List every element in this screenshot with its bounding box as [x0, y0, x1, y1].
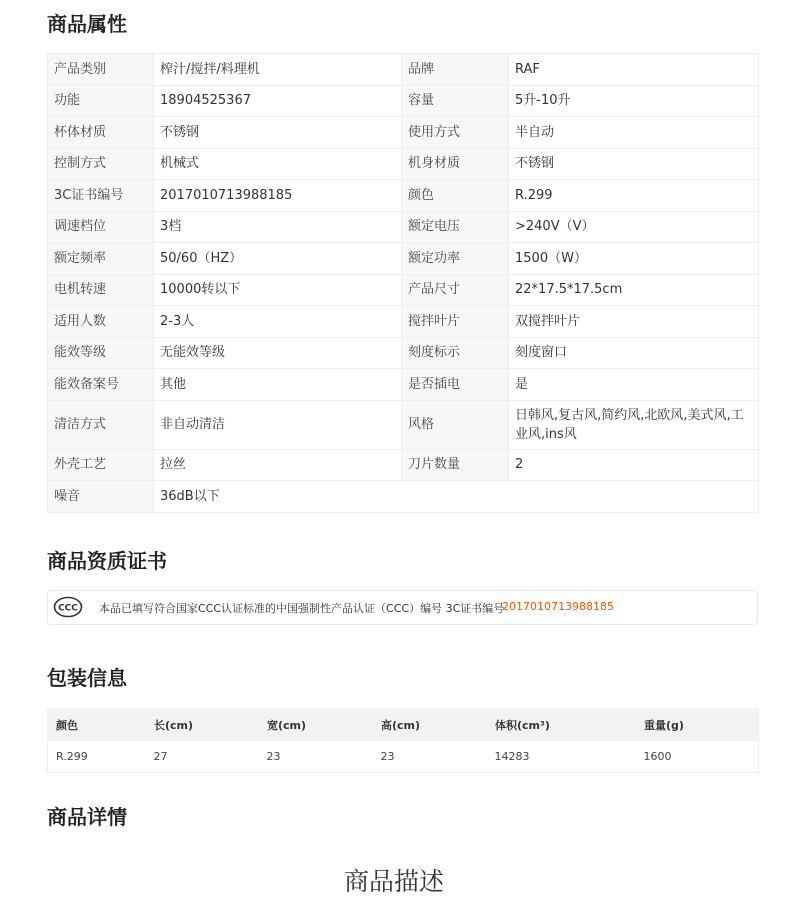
certificate-title: 商品资质证书	[47, 549, 167, 573]
attributes-title: 商品属性	[47, 12, 127, 36]
attribute-value: 3档	[154, 211, 402, 243]
attribute-value: 2-3人	[154, 306, 402, 338]
attribute-value: 36dB以下	[154, 481, 759, 513]
attribute-key: 清洁方式	[48, 400, 154, 449]
package-table	[47, 708, 759, 773]
attribute-key: 噪音	[48, 481, 154, 513]
attribute-key: 额定电压	[402, 211, 509, 243]
attribute-value: 50/60（HZ）	[154, 243, 402, 275]
attribute-key: 品牌	[402, 54, 509, 86]
attribute-value: >240V（V）	[509, 211, 759, 243]
package-column-header: 重量(g)	[636, 709, 759, 741]
attribute-key: 颜色	[402, 180, 509, 212]
attribute-value: 机械式	[154, 148, 402, 180]
attribute-row	[48, 211, 759, 243]
certificate-text: 本品已填写符合国家CCC认证标准的中国强制性产品认证（CCC）编号 3C证书编号	[99, 602, 505, 615]
attribute-value: RAF	[509, 54, 759, 86]
attribute-row	[48, 243, 759, 275]
attribute-value: 是	[509, 369, 759, 401]
package-column-header: 体积(cm³)	[487, 709, 636, 741]
attribute-key: 能效备案号	[48, 369, 154, 401]
attributes-table	[47, 53, 759, 513]
attribute-key: 电机转速	[48, 274, 154, 306]
ccc-mark-icon	[53, 596, 83, 621]
attribute-value: 不锈钢	[509, 148, 759, 180]
table-row	[48, 741, 759, 773]
attribute-key: 额定功率	[402, 243, 509, 275]
attribute-key: 额定频率	[48, 243, 154, 275]
description-heading: 商品描述	[343, 867, 444, 896]
attribute-row	[48, 337, 759, 369]
attribute-row	[48, 148, 759, 180]
attribute-value: 5升-10升	[509, 85, 759, 117]
attribute-row	[48, 85, 759, 117]
attribute-row	[48, 180, 759, 212]
attribute-key: 杯体材质	[48, 117, 154, 149]
attribute-value: 非自动清洁	[154, 400, 402, 449]
attribute-row	[48, 400, 759, 449]
attribute-key: 控制方式	[48, 148, 154, 180]
attribute-value: 无能效等级	[154, 337, 402, 369]
attribute-row	[48, 369, 759, 401]
attribute-value: 1500（W）	[509, 243, 759, 275]
attribute-key: 机身材质	[402, 148, 509, 180]
attribute-value: 刻度窗口	[509, 337, 759, 369]
attribute-key: 产品尺寸	[402, 274, 509, 306]
attribute-key: 使用方式	[402, 117, 509, 149]
package-cell: 1600	[636, 741, 759, 773]
attribute-value: 双搅拌叶片	[509, 306, 759, 338]
attribute-key: 刻度标示	[402, 337, 509, 369]
attribute-key: 是否插电	[402, 369, 509, 401]
package-cell: 23	[259, 741, 373, 773]
attribute-row	[48, 274, 759, 306]
attribute-key: 能效等级	[48, 337, 154, 369]
package-column-header: 颜色	[48, 709, 146, 741]
attribute-value: 榨汁/搅拌/料理机	[154, 54, 402, 86]
attribute-key: 调速档位	[48, 211, 154, 243]
attribute-value: 18904525367	[154, 85, 402, 117]
package-cell: R.299	[48, 741, 146, 773]
attribute-key: 刀片数量	[402, 449, 509, 481]
package-column-header: 长(cm)	[146, 709, 259, 741]
package-title: 包装信息	[47, 666, 127, 690]
attribute-key: 产品类别	[48, 54, 154, 86]
attribute-value: 不锈钢	[154, 117, 402, 149]
attribute-key: 搅拌叶片	[402, 306, 509, 338]
attribute-key: 外壳工艺	[48, 449, 154, 481]
attribute-value: 22*17.5*17.5cm	[509, 274, 759, 306]
attribute-key: 适用人数	[48, 306, 154, 338]
attribute-value: 2	[509, 449, 759, 481]
attribute-value: 半自动	[509, 117, 759, 149]
package-cell: 23	[373, 741, 487, 773]
attribute-value: 日韩风,复古风,简约风,北欧风,美式风,工业风,ins风	[509, 400, 759, 449]
package-cell: 14283	[487, 741, 636, 773]
certificate-number: 2017010713988185	[502, 600, 614, 613]
package-column-header: 高(cm)	[373, 709, 487, 741]
attribute-row	[48, 306, 759, 338]
attribute-row	[48, 449, 759, 481]
attribute-value: 拉丝	[154, 449, 402, 481]
attribute-row	[48, 54, 759, 86]
svg-text:CCC: CCC	[58, 603, 78, 614]
attribute-value: 2017010713988185	[154, 180, 402, 212]
details-title: 商品详情	[47, 805, 127, 829]
attribute-key: 风格	[402, 400, 509, 449]
attribute-value: R.299	[509, 180, 759, 212]
attribute-key: 功能	[48, 85, 154, 117]
attribute-row	[48, 117, 759, 149]
certificate-box	[47, 590, 758, 625]
attribute-value: 10000转以下	[154, 274, 402, 306]
attribute-key: 3C证书编号	[48, 180, 154, 212]
attribute-value: 其他	[154, 369, 402, 401]
attribute-row	[48, 481, 759, 513]
attribute-key: 容量	[402, 85, 509, 117]
package-cell: 27	[146, 741, 259, 773]
package-column-header: 宽(cm)	[259, 709, 373, 741]
